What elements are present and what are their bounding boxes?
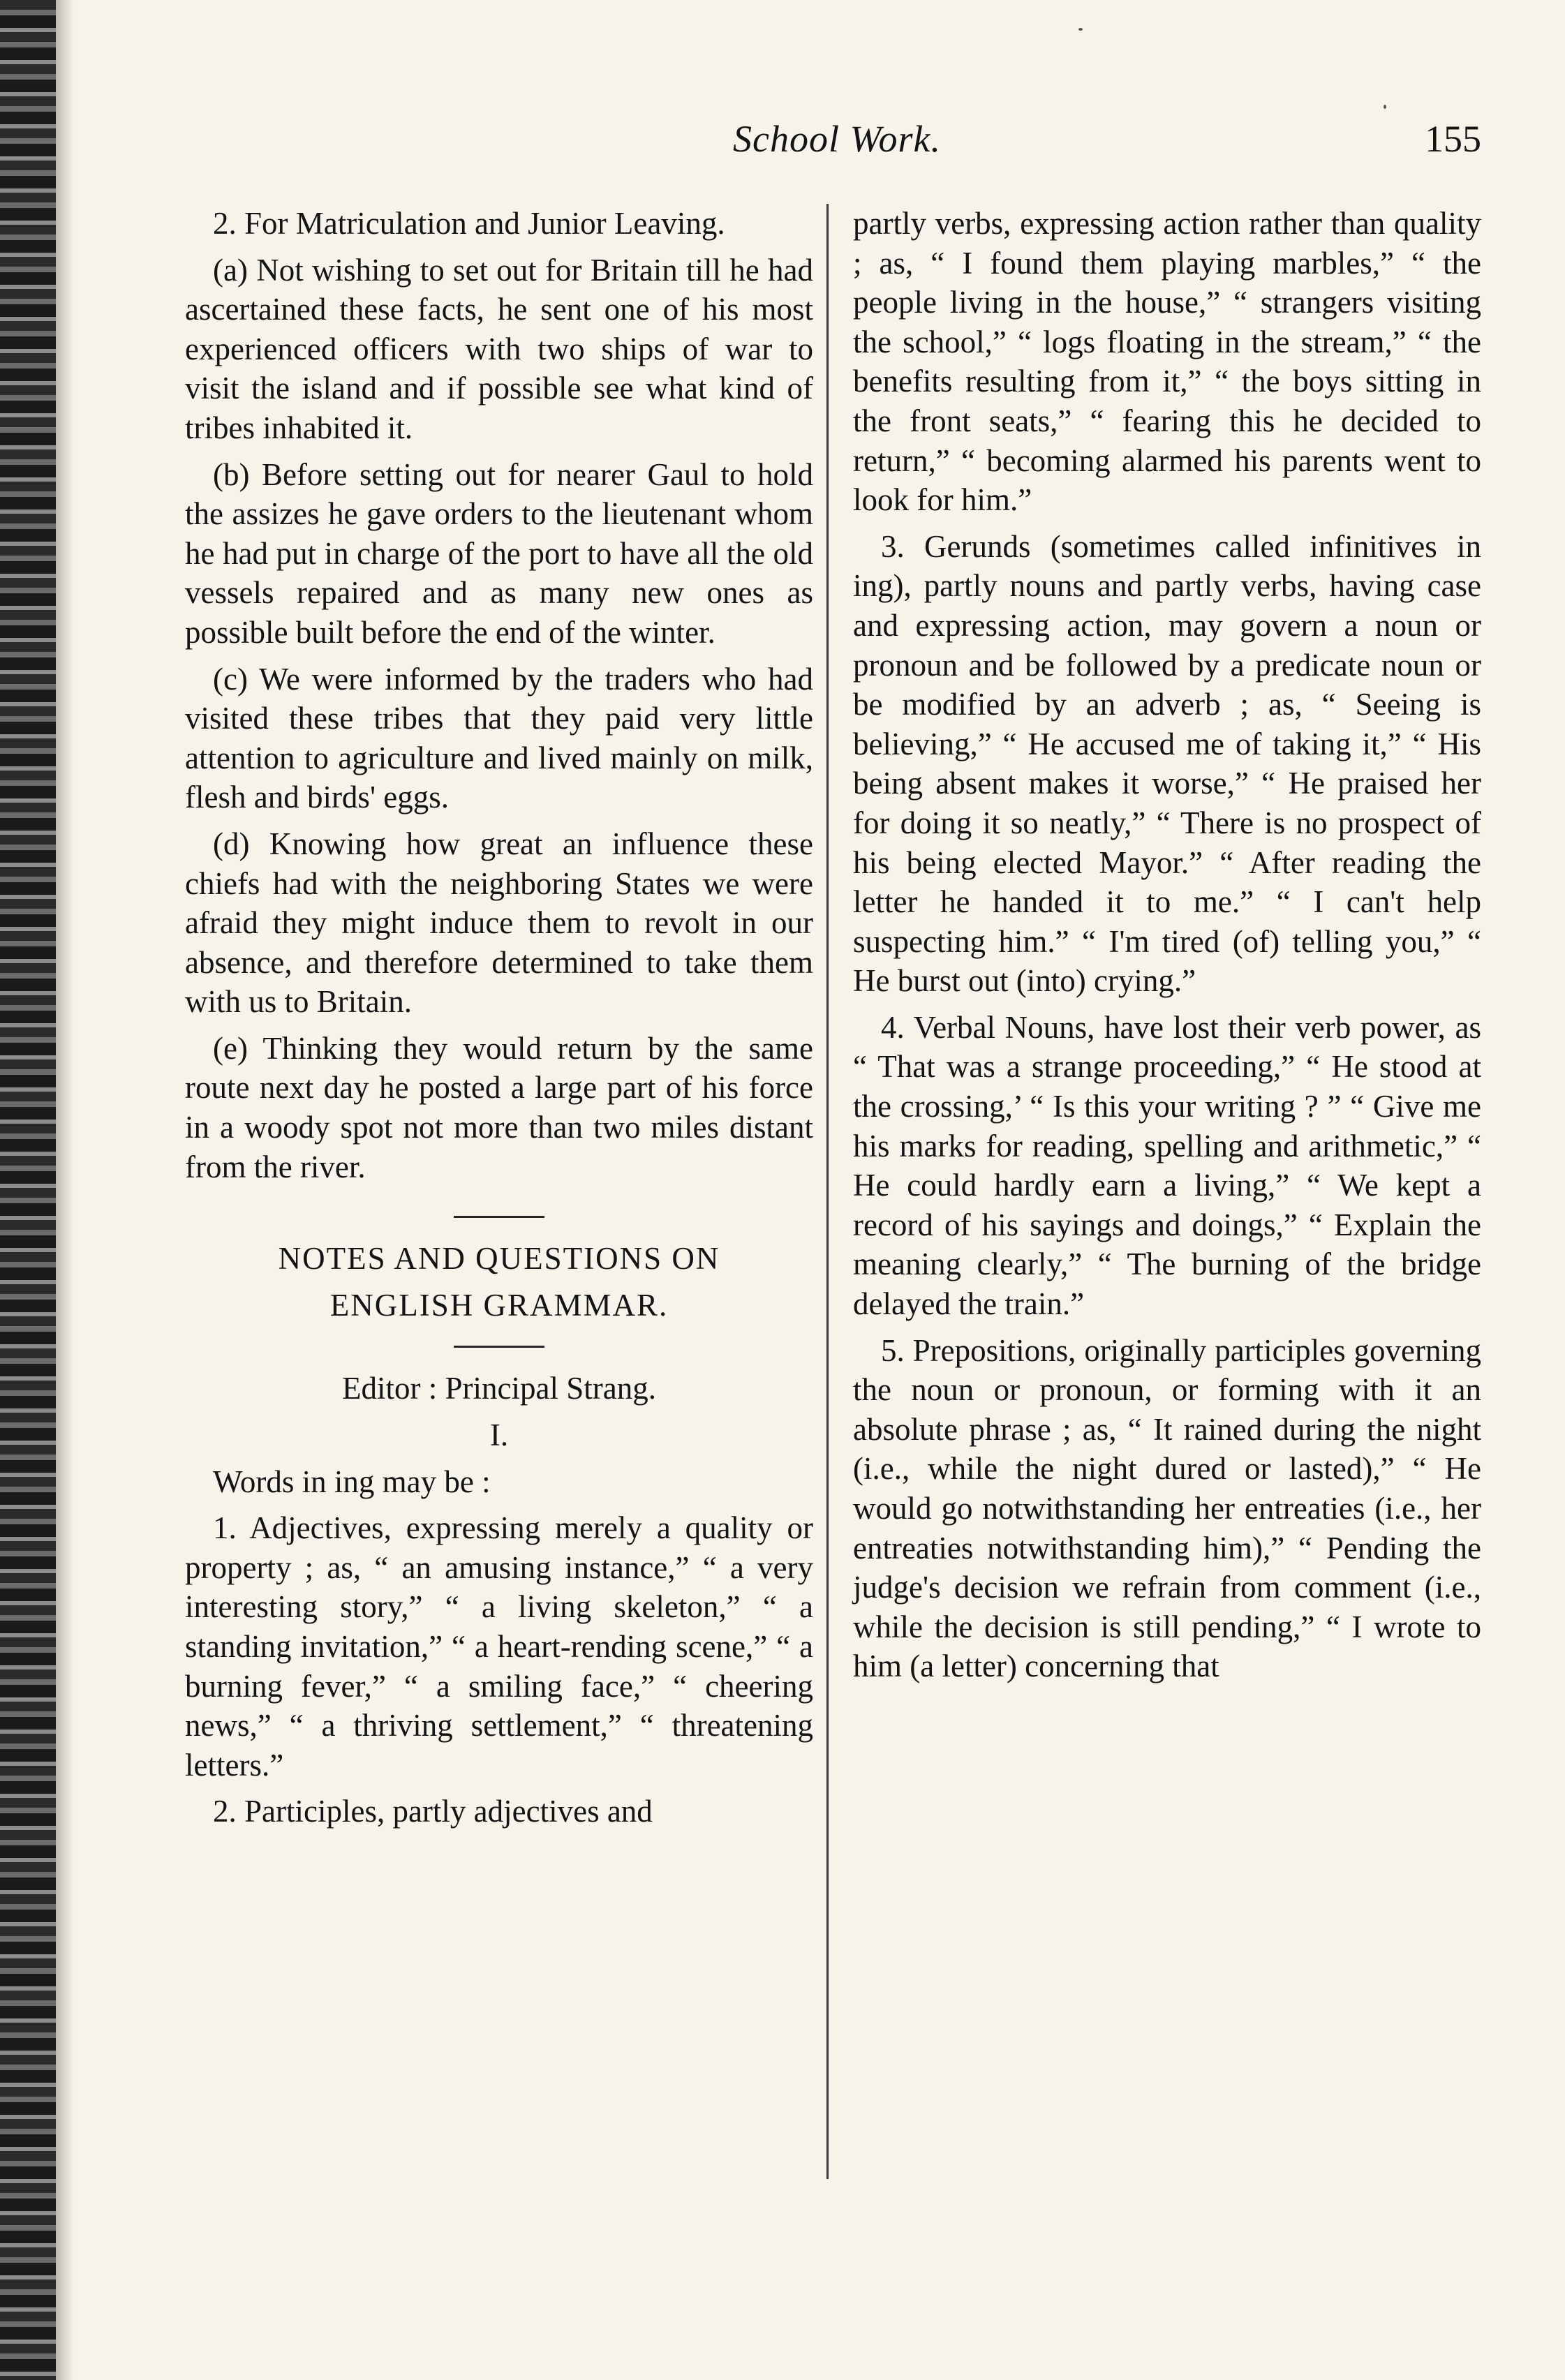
page-number: 155	[1425, 118, 1481, 160]
item-1-adjectives: 1. Adjectives, expressing merely a quality or property ; as, “ an amusing instance,” “ a very interesting story,” “ a living skeleton,” “ a standing invitation,” “ a heart-rending scene,” “ a burning fever,” “ a smiling face,” “ cheering news,” “ a thriving settlement,” “ threatening letters.”	[185, 1510, 813, 1783]
item-2-participles-start: 2. Participles, partly adjectives and	[213, 1794, 653, 1829]
editor-line: Editor : Principal Strang.	[342, 1371, 656, 1406]
left-column	[185, 204, 813, 1838]
item-2-participles-continued: partly verbs, expressing action rather than quality ; as, “ I found them playing marbles,” “ the people living in the house,” “ strangers visiting the school,” “ logs floating in the stream,” “ the benefits resulting from it,” “ the boys sitting in the front seats,” “ fearing this he decided to return,” “ becoming alarmed his parents went to look for him.”	[853, 206, 1481, 518]
intro-line: Words in ing may be :	[213, 1464, 491, 1499]
column-divider	[826, 204, 829, 2179]
page-header	[168, 117, 1523, 173]
paper-speck	[1384, 105, 1386, 109]
item-5-prepositions: 5. Prepositions, originally participles governing the noun or pronoun, or forming with it an absolute phrase ; as, “ It rained during the night (i.e., while the night dured or lasted),” “ He would go notwithstanding her entreaties (i.e., her entreaties notwithstanding him),” “ Pending the judge's decision we refrain from comment (i.e., while the decision is still pending,” “ I wrote to him (a letter) concerning that	[853, 1332, 1481, 1684]
item-4-verbal-nouns: 4. Verbal Nouns, have lost their verb power, as “ That was a strange proceeding,” “ He stood at the crossing,’ “ Is this your writing ? ” “ Give me his marks for reading, spelling and arithmetic,” “ He could hardly earn a living,” “ We kept a record of his sayings and doings,” “ Explain the meaning clearly,” “ The burning of the bridge delayed the train.”	[853, 1009, 1481, 1322]
paragraph-d: (d) Knowing how great an influence these chiefs had with the neighboring States we were afraid they might induce them to revolt in our absence, and therefore determined to take them with us to Britain.	[185, 826, 813, 1020]
paragraph-c: (c) We were informed by the traders who had visited these tribes that they paid very little attention to agriculture and lived mainly on milk, flesh and birds' eggs.	[185, 661, 813, 815]
paragraph-e: (e) Thinking they would return by the same route next day he posted a large part of his force in a woody spot not more than two miles distant from the river.	[185, 1030, 813, 1184]
item-2-heading: 2. For Matriculation and Junior Leaving.	[213, 206, 725, 241]
section-rule-top	[454, 1216, 544, 1218]
paper-speck	[1078, 28, 1083, 31]
section-title-line-2: ENGLISH GRAMMAR.	[329, 1287, 669, 1323]
gutter-shadow	[56, 0, 74, 2380]
right-column	[853, 204, 1481, 1693]
running-title: School Work.	[733, 118, 941, 160]
section-title-line-1: NOTES AND QUESTIONS ON	[278, 1241, 720, 1277]
book-spine-shadow	[0, 0, 56, 2380]
item-3-gerunds: 3. Gerunds (sometimes called infinitives in ing), partly nouns and partly verbs, having case and expressing action, may govern a noun or pronoun and be followed by a predicate noun or be modified by an adverb ; as, “ Seeing is believing,” “ He accused me of taking it,” “ His being absent makes it worse,” “ He praised her for doing it so neatly,” “ There is no prospect of his being elected Mayor.” “ After reading the letter he handed it to me.” “ I can't help suspecting him.” “ I'm tired (of) telling you,” “ He burst out (into) crying.”	[853, 528, 1481, 999]
section-rule-bottom	[454, 1346, 544, 1348]
paragraph-a: (a) Not wishing to set out for Britain till he had ascertained these facts, he sent one of his most experienced officers with two ships of war to visit the island and if possible see what kind of tribes inhabited it.	[185, 252, 813, 445]
paragraph-b: (b) Before setting out for nearer Gaul to hold the assizes he gave orders to the lieutenant whom he had put in charge of the port to have all the old vessels repaired and as many new ones as possible built before the end of the winter.	[185, 456, 813, 650]
roman-numeral: I.	[489, 1418, 509, 1453]
